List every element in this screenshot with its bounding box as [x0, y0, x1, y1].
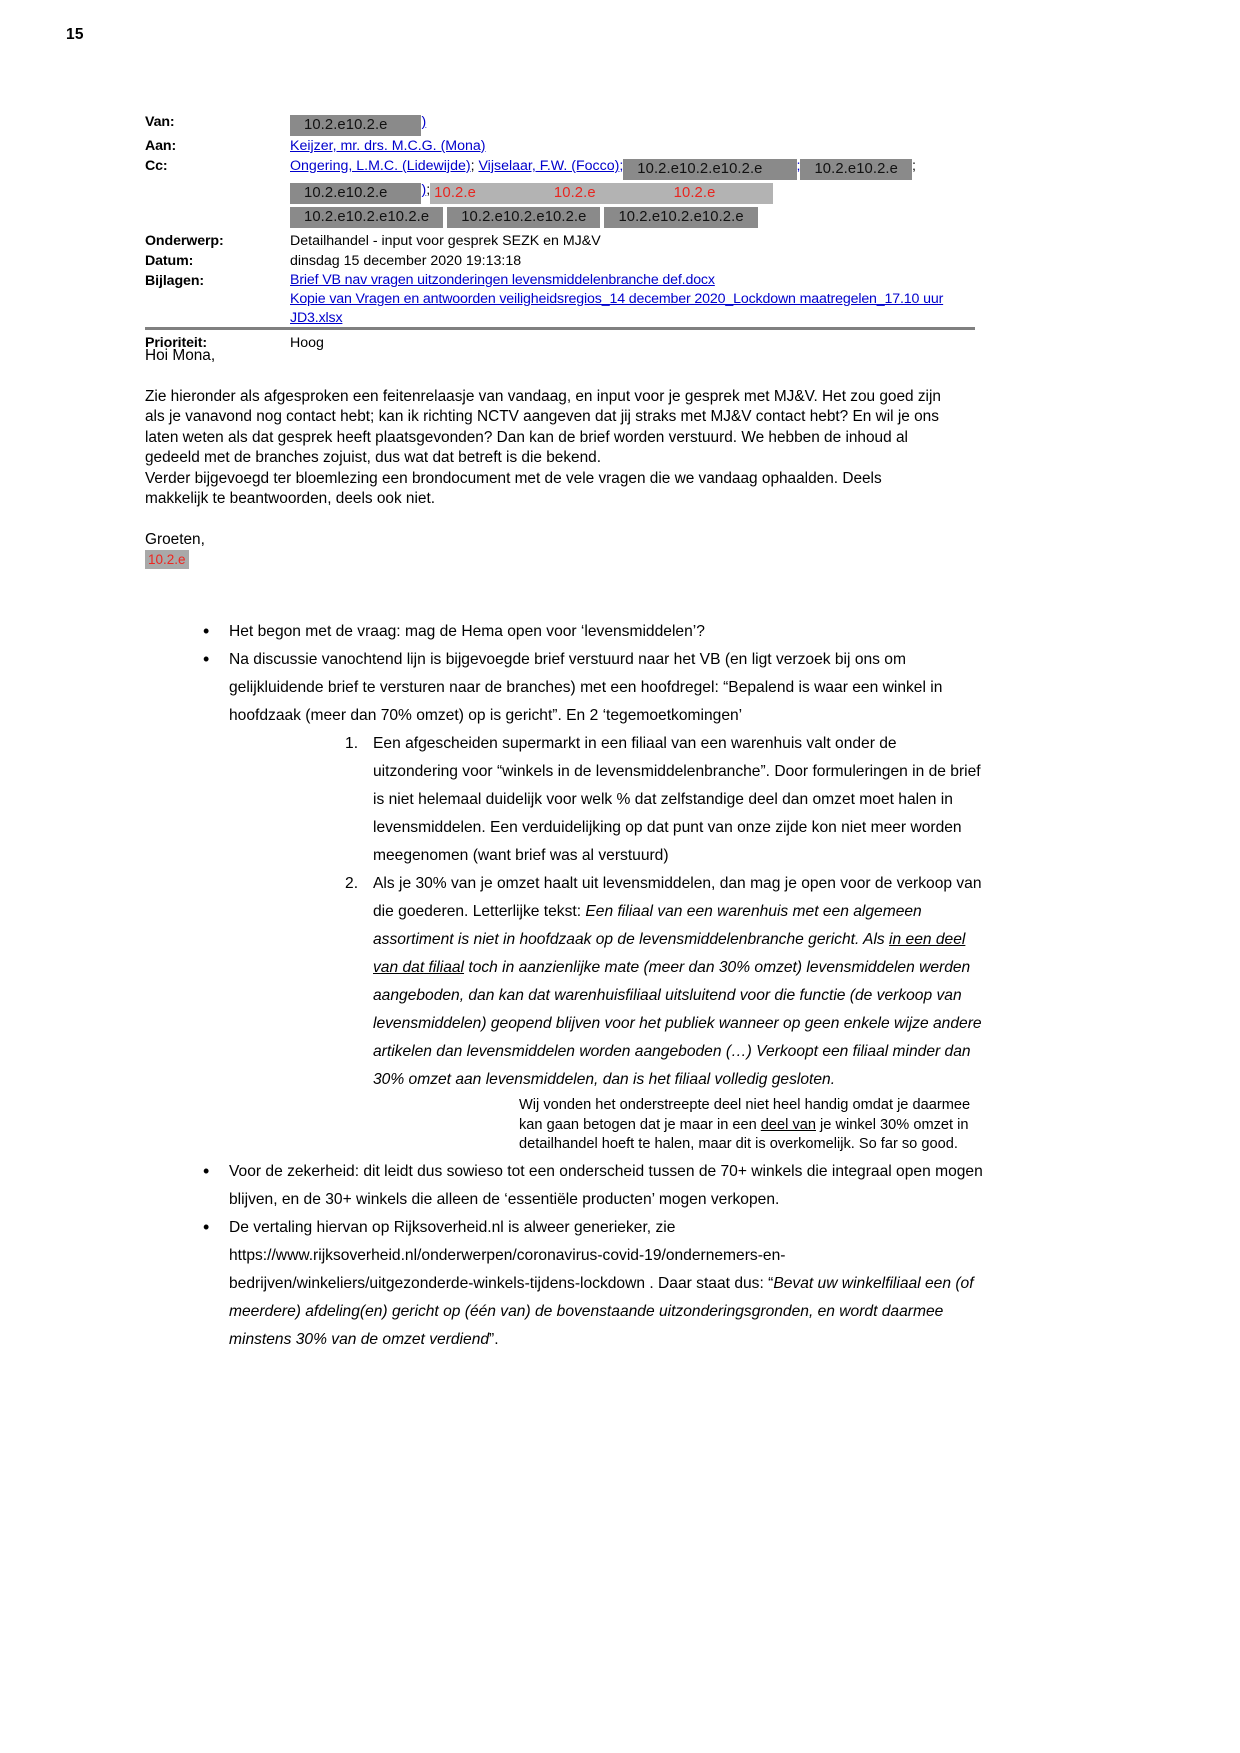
- cc-sep-2: ;: [619, 158, 624, 174]
- body-signoff: Groeten,: [145, 530, 205, 548]
- cc-redaction-8: 10.2.e10.2.e10.2.e: [447, 207, 600, 228]
- bullet-item-3-text: Voor de zekerheid: dit leidt dus sowieso tot een onderscheid tussen de 70+ winkels die integraal open mogen blijven, en de 30+ winkels die alleen de ‘essentiële producten’ mogen verkopen.: [229, 1162, 983, 1208]
- numbered-item-2-intro: Als je 30% van je omzet haalt uit levensmiddelen, dan mag je open voor de verkoop van die goederen. Letterlijke tekst:: [373, 875, 982, 920]
- inner-note-text-b: je winkel 30% omzet in detailhandel hoeft te halen, maar dit is overkomelijk. So far so good.: [519, 1116, 969, 1152]
- header-row-from: [145, 112, 975, 136]
- header-row-date: [145, 251, 975, 271]
- cc-link-ongering[interactable]: Ongering, L.M.C. (Lidewijde): [290, 158, 471, 174]
- bulleted-content: [175, 618, 985, 1354]
- label-from: Van:: [145, 114, 175, 130]
- email-header-block: [145, 112, 975, 353]
- value-to: [290, 136, 975, 156]
- inner-note: [373, 1094, 985, 1158]
- numbered-item-1: [347, 730, 985, 870]
- recipient-link-keijzer[interactable]: Keijzer, mr. drs. M.C.G. (Mona): [290, 138, 486, 154]
- header-row-cc: [145, 156, 975, 228]
- attachment-link-2[interactable]: Kopie van Vragen en antwoorden veiligheidsregios_14 december 2020_Lockdown maatregelen_17.10 uur JD3.xlsx: [290, 291, 944, 326]
- cc-link-vijselaar[interactable]: Vijselaar, F.W. (Focco): [478, 158, 620, 174]
- label-cc: Cc:: [145, 158, 168, 174]
- body-greeting: Hoi Mona,: [145, 347, 216, 364]
- value-attachments: [290, 271, 975, 328]
- cc-redaction-4: 10.2.e: [430, 183, 550, 204]
- signature-redaction: 10.2.e: [145, 550, 189, 569]
- cc-line-3: [290, 204, 975, 228]
- numbered-item-2-quote-b: toch in aanzienlijke mate (meer dan 30% omzet) levensmiddelen werden aangeboden, dan kan dat warenhuisfiliaal uitsluitend voor die functie (de verkoop van levensmiddelen) geopend blijven voor het publiek wanneer op geen enkele wijze andere artikelen dan levensmiddelen worden aangeboden (…) Verkoopt een filiaal minder dan 30% omzet aan levensmiddelen, dan is het filiaal volledig gesloten.: [373, 959, 982, 1088]
- bullet-item-4-end: ”.: [489, 1330, 499, 1348]
- numbered-item-2-quote-a: Een filiaal van een warenhuis met een algemeen assortiment is niet in hoofdzaak op de levensmiddelenbranche gericht. Als: [373, 903, 922, 948]
- cc-sep-5: ;: [426, 182, 431, 198]
- cc-sep-4: ;: [911, 158, 916, 174]
- bullet-item-2-text: Na discussie vanochtend lijn is bijgevoegde brief verstuurd naar het VB (en ligt verzoek bij ons om gelijkluidende brief te versturen naar de branches) met een hoofdregel: “Bepalend is waar een winkel in hoofdzaak (meer dan 70% omzet) op is gericht”. En 2 ‘tegemoetkomingen’: [229, 651, 943, 724]
- label-priority: Prioriteit:: [145, 335, 207, 351]
- cc-redaction-2: 10.2.e10.2.e: [800, 159, 911, 180]
- label-attachments: Bijlagen:: [145, 273, 205, 289]
- page-number: 15: [66, 26, 84, 43]
- numbered-item-2: [347, 870, 985, 1158]
- bullet-item-4-mid: . Daar staat dus: “: [645, 1274, 774, 1292]
- body-paragraph-1: Zie hieronder als afgesproken een feitenrelaasje van vandaag, en input voor je gesprek met MJ&V. Het zou goed zijn als je vanavond nog contact hebt; kan ik richting NCTV aangeven dat jij straks met MJ&V contact hebt? En wil je ons laten weten als dat gesprek heeft plaatsgevonden? Dan kan de brief worden verstuurd. We hebben de inhoud al gedeeld met de branches zojuist, dus wat dat betreft is die bekend.: [145, 387, 941, 466]
- value-cc: [290, 156, 975, 228]
- bullet-item-2: [203, 646, 985, 1158]
- attachment-link-1[interactable]: Brief VB nav vragen uitzonderingen levensmiddelenbranche def.docx: [290, 272, 715, 288]
- body-spacer-2: [145, 510, 945, 530]
- body-paragraph-2: Verder bijgevoegd ter bloemlezing een brondocument met de vele vragen die we vandaag ophaalden. Deels makkelijk te beantwoorden, deels ook niet.: [145, 469, 882, 507]
- cc-line-2: [290, 180, 975, 204]
- cc-sep-3: ;: [796, 158, 801, 174]
- header-row-subject: [145, 231, 975, 251]
- numbered-list: [229, 730, 985, 1158]
- from-trailing-paren: ): [421, 114, 427, 130]
- value-subject: Detailhandel - input voor gesprek SEZK en MJ&V: [290, 233, 601, 249]
- bullet-item-4-quote: Bevat uw winkelfiliaal een (of meerdere) afdeling(en) gericht op (één van) de bovenstaande uitzonderingsgronden, en wordt daarmee minstens 30% van de omzet verdiend: [229, 1274, 974, 1348]
- value-priority: Hoog: [290, 335, 324, 351]
- cc-redaction-7: 10.2.e10.2.e10.2.e: [290, 207, 443, 228]
- cc-redaction-3: 10.2.e10.2.e: [290, 183, 421, 204]
- cc-close-paren: ): [421, 182, 427, 198]
- rijksoverheid-link[interactable]: https://www.rijksoverheid.nl/onderwerpen/coronavirus-covid-19/ondernemers-en-bedrijven/winkeliers/uitgezonderde-winkels-tijdens-lockdown: [229, 1246, 786, 1292]
- cc-redaction-9: 10.2.e10.2.e10.2.e: [604, 207, 757, 228]
- value-from: [290, 112, 975, 136]
- email-body: [145, 346, 945, 571]
- cc-redaction-6: 10.2.e: [670, 183, 774, 204]
- bullet-item-3: [203, 1158, 985, 1214]
- numbered-item-2-quote-underlined: in een deel van dat filiaal: [373, 931, 966, 976]
- bullet-item-4: [203, 1214, 985, 1354]
- body-signature-line: [145, 550, 945, 571]
- cc-sep-1: ;: [470, 158, 479, 174]
- cc-line-1: [290, 156, 975, 180]
- body-spacer-1: [145, 367, 945, 387]
- bullet-item-1: [203, 618, 985, 646]
- header-row-attachments: [145, 271, 975, 328]
- numbered-item-1-text: Een afgescheiden supermarkt in een filiaal van een warenhuis valt onder de uitzondering voor “winkels in de levensmiddelenbranche”. Door formuleringen in de brief is niet helemaal duidelijk voor welk % dat zelfstandige deel dan omzet moet halen in levensmiddelen. Een verduidelijking op dat punt van onze zijde kon niet meer worden meegenomen (want brief was al verstuurd): [373, 735, 981, 864]
- value-date: dinsdag 15 december 2020 19:13:18: [290, 253, 522, 269]
- bullet-item-1-text: Het begon met de vraag: mag de Hema open voor ‘levensmiddelen’?: [229, 623, 705, 640]
- bullet-item-4-intro: De vertaling hiervan op Rijksoverheid.nl is alweer generieker, zie: [229, 1218, 676, 1236]
- label-date: Datum:: [145, 253, 194, 269]
- redaction-from: 10.2.e10.2.e: [290, 115, 421, 136]
- label-subject: Onderwerp:: [145, 233, 224, 249]
- inner-note-text-a: Wij vonden het onderstreepte deel niet heel handig omdat je daarmee kan gaan betogen dat je maar in een: [519, 1097, 971, 1133]
- label-to: Aan:: [145, 138, 177, 154]
- header-row-to: [145, 136, 975, 156]
- inner-note-underlined: deel van: [760, 1116, 816, 1133]
- cc-redaction-5: 10.2.e: [550, 183, 670, 204]
- header-separator-rule: [145, 327, 975, 330]
- cc-redaction-1: 10.2.e10.2.e10.2.e: [623, 159, 796, 180]
- bullet-list-level1: [175, 618, 985, 1354]
